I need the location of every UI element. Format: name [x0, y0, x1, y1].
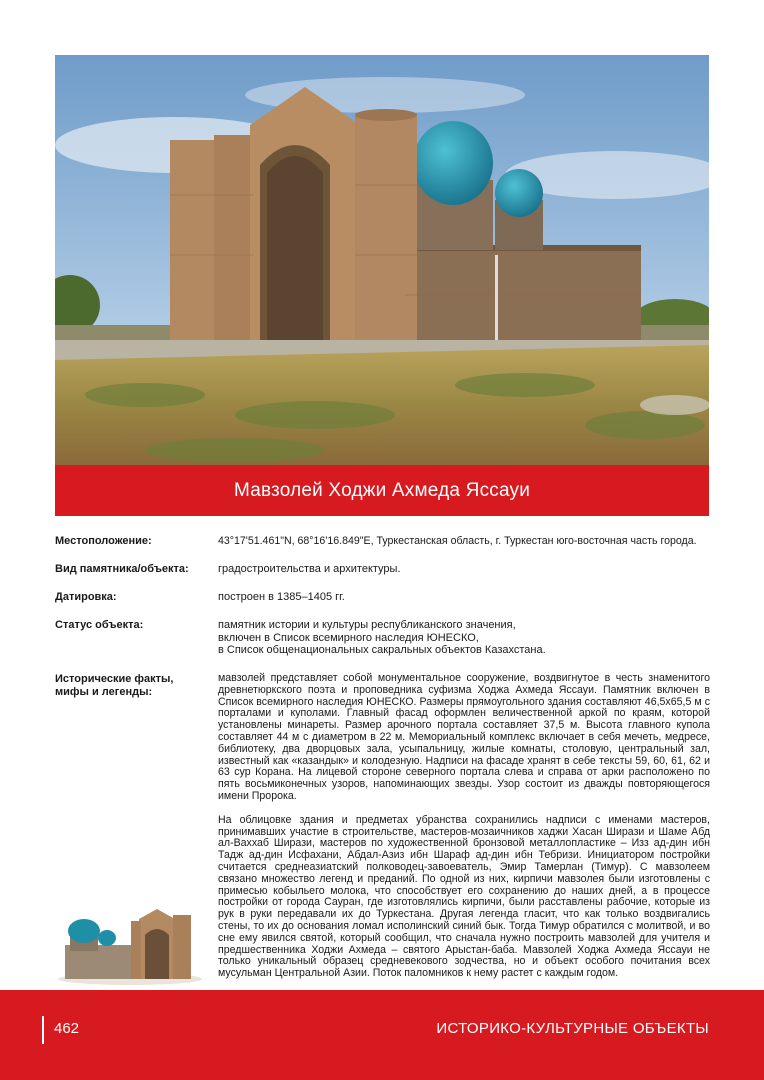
info-label: Датировка:	[55, 591, 117, 603]
info-value: 43°17'51.461"N, 68°16'16.849"E, Туркестанская область, г. Туркестан юго-восточная часть города.	[218, 535, 697, 547]
history-paragraph: мавзолей представляет собой монументальное сооружение, воздвигнутое в честь знаменитого древнетюркского поэта и проповедника суфизма Ходжа Ахмеда Яссауи. Памятник включен в Список всемирного наследия ЮНЕСКО. Размеры прямоугольного здания составляют 46,5х65,5 м с порталами и куполами. Главный фасад оформлен величественной аркой по краям, которой установлены минареты. Размер арочного портала составляет 37,5 м. Высота главного купола составляет 44 м с диаметром в 22 м. Мемориальный комплекс включает в себя мечеть, медресе, библиотеку, два дворцовых зала, усыпальницу, жилые комнаты, столовую, центральный зал, известный как «казандык» и колодезную. Надписи на фасаде хранят в себе тексты 59, 60, 61, 62 и 63 сур Корана. На лицевой стороне северного портала слева и справа от арки расположено по пять восьмиконечных узоров, напоминающих звезды. Узор состоит из дважды повторяющегося имени Пророка.	[218, 672, 710, 802]
history-text	[218, 673, 710, 980]
status-line: в Список общенациональных сакральных объектов Казахстана.	[218, 644, 546, 657]
page-number: 462	[54, 1020, 80, 1037]
footer-divider	[42, 1016, 44, 1044]
info-value	[218, 619, 710, 657]
mausoleum-thumbnail	[55, 905, 205, 985]
footer	[0, 990, 764, 1080]
history-label-line: Исторические факты,	[55, 673, 174, 685]
info-label: Вид памятника/объекта:	[55, 563, 189, 575]
info-value: градостроительства и архитектуры.	[218, 563, 401, 575]
page-title: Мавзолей Ходжи Ахмеда Яссауи	[233, 479, 531, 501]
section-title: ИСТОРИКО-КУЛЬТУРНЫЕ ОБЪЕКТЫ	[436, 1020, 709, 1037]
history-paragraph: На облицовке здания и предметах убранства сохранились надписи с именами мастеров, принимавших участие в строительстве, мастеров-мозаичников хаджи Хасан Ширази и Шаме Абд ал-Ваххаб Ширази, мастеров по художественной бронзовой металлопластике – Изз ад-дин ибн Тадж ад-дин Исфахани, Абдал-Азиз ибн Шараф ад-дин ибн Тебризи. Инициатором постройки считается среднеазиатский полководец-завоеватель, Эмир Тамерлан (Тимур). С мавзолеем связано множество легенд и преданий. По одной из них, кирпичи мавзолея были изготовлены с примесью кобыльего молока, что способствует его сохранению до наших дней, а в процессе постройки от города Сауран, где изготовлялись кирпичи, были расставлены рабочие, которые из рук в руки передавали их до Туркестана. Другая легенда гласит, что как только воздвигались стены, то их до основания ломал исполинский синий бык. Тогда Тимур обратился с молитвой, и во сне ему явился святой, который сообщил, что сначала нужно построить мавзолей для учителя и предшественника Ходжи Ахмеда – святого Арыстан-баба. Мавзолей Ходжа Ахмеда Яссауи не только уникальный образец средневекового зодчества, но и объект особого почитания всех мусульман Центральной Азии. Поток паломников к нему растет с каждым годом.	[218, 813, 710, 980]
status-line: включен в Список всемирного наследия ЮНЕСКО,	[218, 631, 479, 644]
title-bar	[55, 465, 709, 516]
history-label	[55, 673, 205, 698]
info-label: Статус объекта:	[55, 619, 144, 631]
info-label: Местоположение:	[55, 535, 152, 547]
info-value: построен в 1385–1405 гг.	[218, 591, 345, 603]
history-label-line: мифы и легенды:	[55, 685, 153, 698]
mausoleum-photo	[55, 55, 709, 465]
status-line: памятник истории и культуры республиканского значения,	[218, 619, 516, 631]
